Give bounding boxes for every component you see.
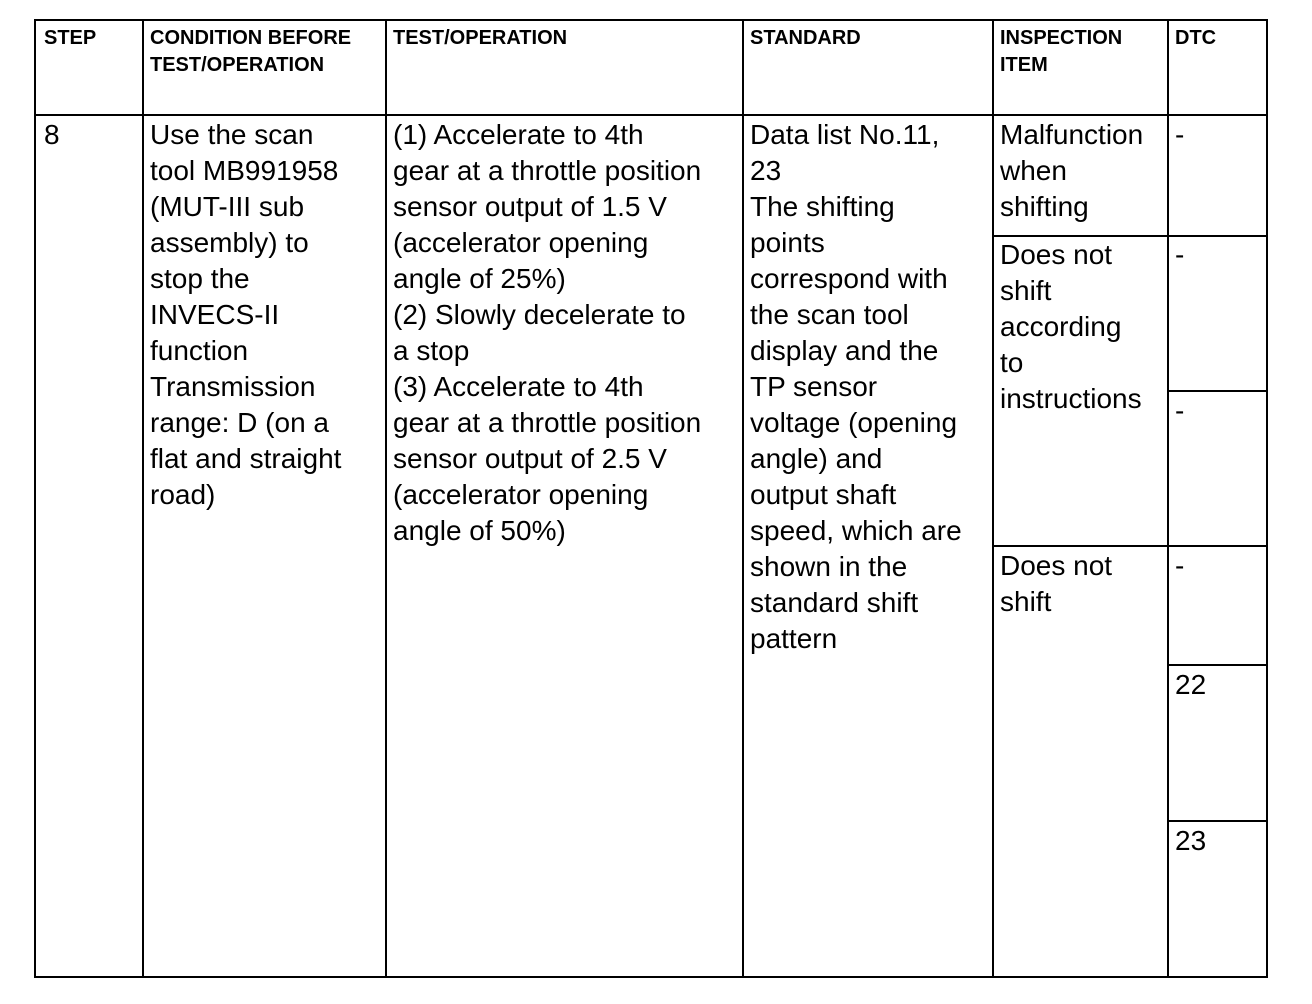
column-divider xyxy=(992,21,994,976)
dtc-value: 22 xyxy=(1175,669,1207,700)
header-inspection-item: INSPECTION ITEM xyxy=(1000,27,1123,76)
standard-text: Data list No.11, 23 The shifting points correspond with the scan tool display and the TP sensor voltage (opening angle) and output shaft speed, which are shown in the standard shift pattern xyxy=(750,119,962,654)
dtc-value: - xyxy=(1175,119,1185,150)
dtc-value: - xyxy=(1175,550,1185,581)
inspection-table xyxy=(34,19,1268,978)
column-divider xyxy=(1167,21,1169,976)
header-condition: CONDITION BEFORE TEST/OPERATION xyxy=(150,27,352,76)
header-dtc: DTC xyxy=(1175,27,1217,49)
inspection-item: Does not shift according to instructions xyxy=(1000,239,1142,414)
header-step: STEP xyxy=(44,27,97,49)
header-divider xyxy=(36,114,1266,116)
row-divider xyxy=(1167,820,1266,822)
column-divider xyxy=(142,21,144,976)
header-test-operation: TEST/OPERATION xyxy=(393,27,568,49)
test-operation-text: (1) Accelerate to 4th gear at a throttle position sensor output of 1.5 V (accelerator opening angle of 25%) (2) Slowly decelerate to a stop (3) Accelerate to 4th gear at a throttle position sensor output of 2.5 V (accelerator opening angle of 50%) xyxy=(393,119,702,546)
column-divider xyxy=(385,21,387,976)
row-divider xyxy=(992,545,1266,547)
inspection-item: Malfunction when shifting xyxy=(1000,119,1144,222)
condition-text: Use the scan tool MB991958 (MUT-III sub assembly) to stop the INVECS-II function Transmission range: D (on a flat and straight road) xyxy=(150,119,342,510)
dtc-value: 23 xyxy=(1175,825,1207,856)
step-number: 8 xyxy=(44,119,60,150)
inspection-item: Does not shift xyxy=(1000,550,1113,617)
column-divider xyxy=(742,21,744,976)
header-standard: STANDARD xyxy=(750,27,861,49)
row-divider xyxy=(1167,664,1266,666)
dtc-value: - xyxy=(1175,395,1185,426)
row-divider xyxy=(1167,390,1266,392)
dtc-value: - xyxy=(1175,239,1185,270)
